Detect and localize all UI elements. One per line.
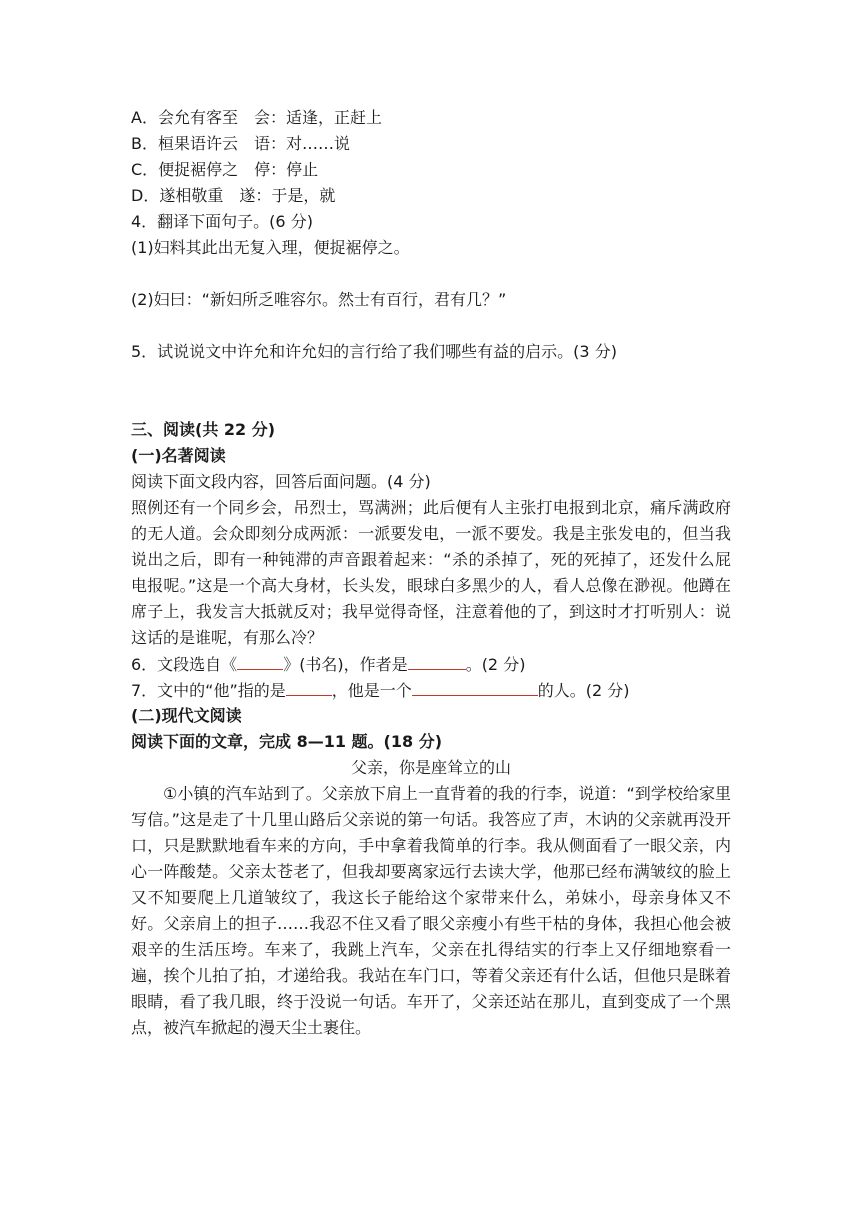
option-c: C．便捉裾停之 停：停止 (131, 160, 319, 179)
person-blank[interactable] (286, 677, 332, 696)
question-7 (131, 677, 731, 703)
article-title: 父亲，你是座耸立的山 (350, 758, 511, 777)
question-7-part-b: ，他是一个 (331, 681, 412, 700)
answer-space (131, 261, 731, 287)
document-page (131, 105, 731, 1041)
question-4-sentence-2: (2)妇曰：“新妇所乏唯容尔。然士有百行，君有几？” (131, 290, 507, 309)
subsection-modern-reading: (二)现代文阅读 (131, 706, 242, 725)
question-4-title: 4．翻译下面句子。(6 分) (131, 212, 313, 231)
question-6-part-b: 》(书名)，作者是 (283, 655, 408, 674)
option-a: A．会允有客至 会：适逢，正赶上 (131, 108, 382, 127)
article-paragraph-1: ①小镇的汽车站到了。父亲放下肩上一直背着的我的行李，说道：“到学校给家里写信。”这是走了十几里山路后父亲说的第一句话。我答应了声，木讷的父亲就再没开口，只是默默地看车来的方向，手中拿着我简单的行李。我从侧面看了一眼父亲，内心一阵酸楚。父亲太苍老了，但我却要离家远行去读大学，他那已经布满皱纹的脸上又不知要爬上几道皱纹了，我这长子能给这个家带来什么，弟妹小，母亲身体又不好。父亲肩上的担子……我忍不住又看了眼父亲瘦小有些干枯的身体，我担心他会被艰辛的生活压垮。车来了，我跳上汽车，父亲在扎得结实的行李上又仔细地察看一遍，挨个儿拍了拍，才递给我。我站在车门口，等着父亲还有什么话，但他只是眯着眼睛，看了我几眼，终于没说一句话。车开了，父亲还站在那儿，直到变成了一个黑点，被汽车掀起的漫天尘土裹住。 (131, 784, 731, 1037)
question-6 (131, 651, 731, 677)
question-7-part-c: 的人。(2 分) (537, 681, 630, 700)
description-blank[interactable] (412, 677, 538, 696)
subsection-classic-reading: (一)名著阅读 (131, 446, 226, 465)
question-4-sentence-1: (1)妇料其此出无复入理，便捉裾停之。 (131, 238, 410, 257)
author-blank[interactable] (408, 651, 466, 670)
question-7-part-a: 7．文中的“他”指的是 (131, 681, 286, 700)
answer-space (131, 313, 731, 339)
question-6-part-c: 。(2 分) (465, 655, 526, 674)
answer-space (131, 365, 731, 417)
section-heading: 三、阅读(共 22 分) (131, 420, 276, 439)
instruction-2: 阅读下面的文章，完成 8—11 题。(18 分) (131, 732, 443, 751)
book-title-blank[interactable] (237, 651, 283, 670)
option-b: B．桓果语许云 语：对……说 (131, 134, 350, 153)
question-6-part-a: 6．文段选自《 (131, 655, 238, 674)
passage-1: 照例还有一个同乡会，吊烈士，骂满洲；此后便有人主张打电报到北京，痛斥满政府的无人道。会众即刻分成两派：一派要发电，一派不要发。我是主张发电的，但当我说出之后，即有一种钝滞的声音跟着起来：“杀的杀掉了，死的死掉了，还发什么屁电报呢。”这是一个高大身材，长头发，眼球白多黑少的人，看人总像在渺视。他蹲在席子上，我发言大抵就反对；我早觉得奇怪，注意着他的了，到这时才打听别人：说这话的是谁呢，有那么冷？ (131, 498, 731, 647)
instruction-1: 阅读下面文段内容，回答后面问题。(4 分) (131, 472, 431, 491)
question-5: 5．试说说文中许允和许允妇的言行给了我们哪些有益的启示。(3 分) (131, 342, 617, 361)
option-d: D．遂相敬重 遂：于是，就 (131, 186, 336, 205)
